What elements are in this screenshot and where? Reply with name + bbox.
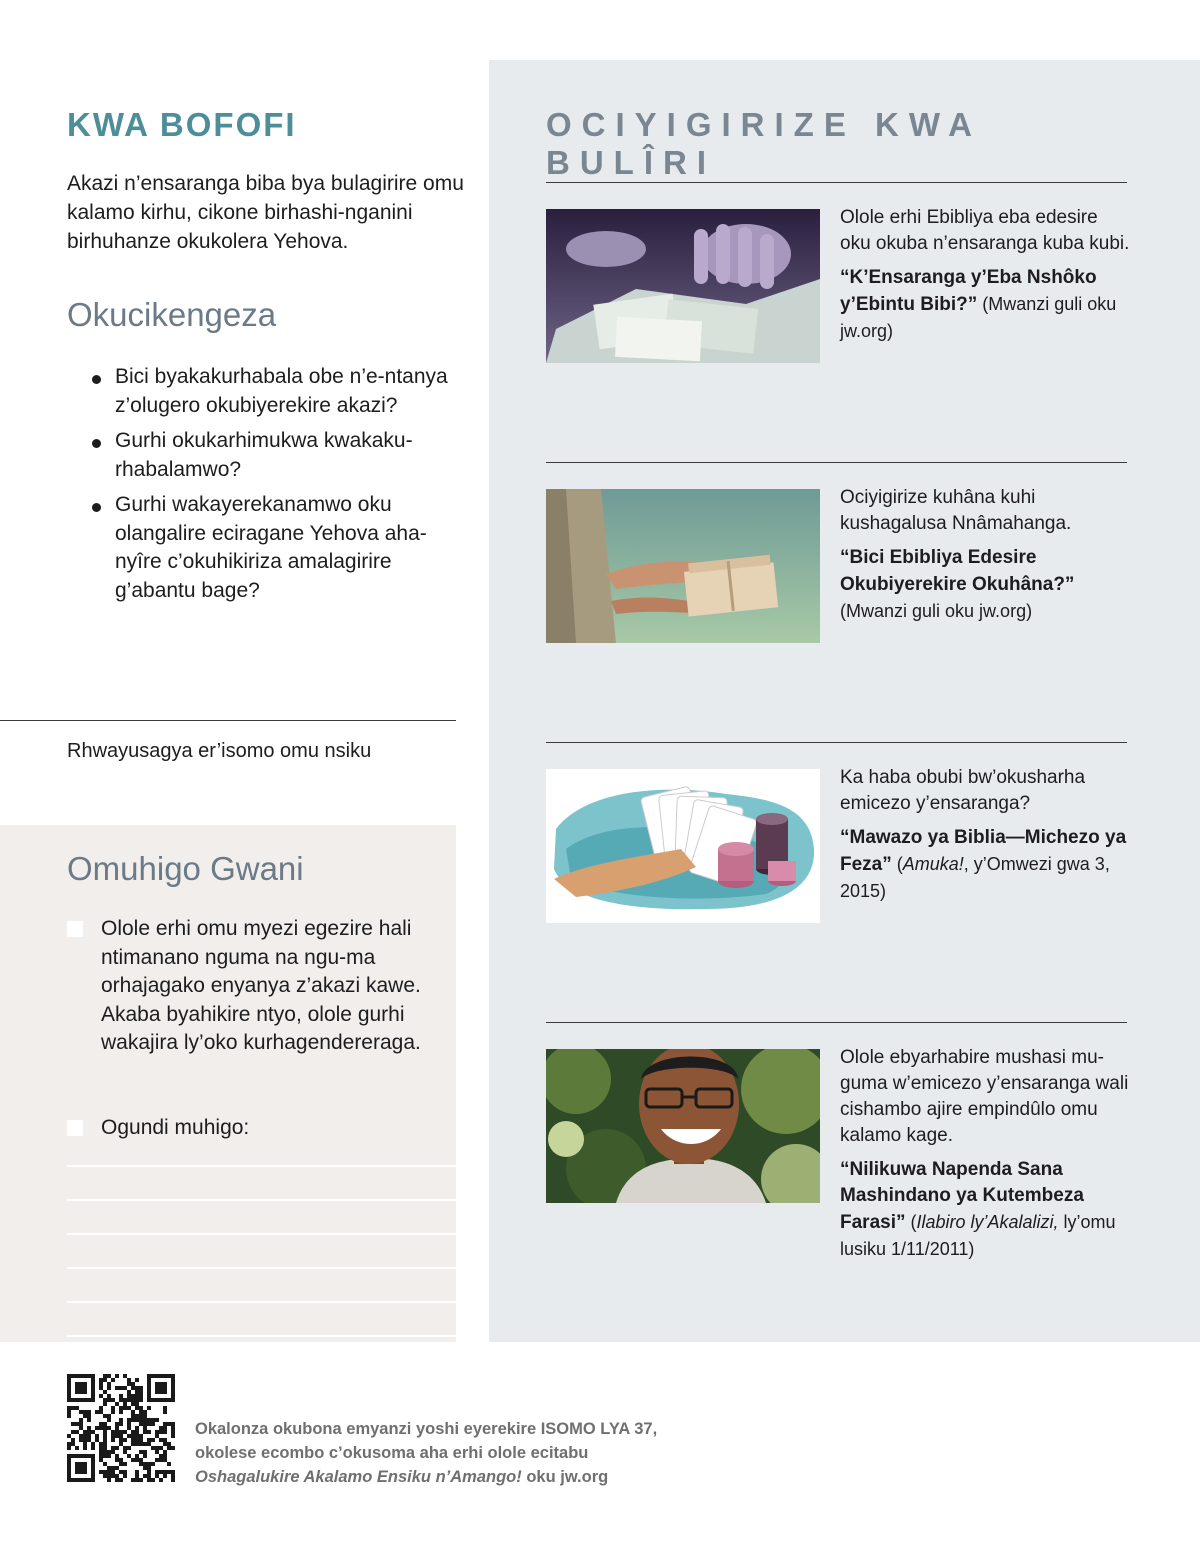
- card-reference[interactable]: “Nilikuwa Napenda Sana Mashindano ya Kutembeza Farasi” (Ilabiro ly’Akalalizi, ly’omu lusiku 1/11/2011): [840, 1159, 1116, 1259]
- write-line[interactable]: [67, 1267, 456, 1269]
- card-description: Ociyigirize kuhâna kuhi kushagalusa Nnâmahanga.: [840, 487, 1072, 534]
- bullet-icon: [92, 375, 101, 384]
- bullet-icon: [92, 503, 101, 512]
- bottom-note: Okalonza okubona emyanzi yoshi eyerekire ISOMO LYA 37, okolese ecombo c’okusoma aha erhi olole ecitabu Oshagalukire Akalamo Ensiku n’Amango! oku jw.org: [195, 1420, 658, 1486]
- divider: [546, 742, 1127, 743]
- reflection-list: [90, 363, 465, 612]
- goal-box: [0, 825, 456, 1342]
- write-line[interactable]: [67, 1199, 456, 1201]
- okucikengeza-heading: Okucikengeza: [67, 296, 277, 333]
- card-reference[interactable]: “Bici Ebibliya Edesire Okubiyerekire Okuhâna?” (Mwanzi guli oku jw.org): [840, 547, 1075, 621]
- gambling-cards-image: [546, 769, 820, 923]
- smiling-man-image: [546, 1049, 820, 1203]
- card-reference[interactable]: “Mawazo ya Biblia—Michezo ya Feza” (Amuka!, y’Omwezi gwa 3, 2015): [840, 827, 1127, 901]
- qr-code-icon[interactable]: [67, 1374, 175, 1482]
- money-hands-image: [546, 209, 820, 363]
- card-description: Ka haba obubi bw’okusharha emicezo y’ensaranga?: [840, 767, 1086, 814]
- divider: [546, 462, 1127, 463]
- goal-checkbox[interactable]: [67, 1120, 83, 1136]
- bullet-icon: [92, 439, 101, 448]
- write-line[interactable]: [67, 1233, 456, 1235]
- book-title: Oshagalukire Akalamo Ensiku n’Amango!: [195, 1468, 522, 1486]
- divider: [0, 720, 456, 721]
- list-item: Gurhi wakayerekanamwo oku olangalire eciragane Yehova aha-nyîre c’okuhikiriza amalagirire g’abantu bage?: [90, 491, 465, 605]
- goal-text: Ogundi muhigo:: [101, 1116, 250, 1139]
- omuhigo-heading: Omuhigo Gwani: [67, 850, 304, 887]
- divider: [546, 1022, 1127, 1023]
- goal-checkbox[interactable]: [67, 921, 83, 937]
- card-reference[interactable]: “K’Ensaranga y’Eba Nshôko y’Ebintu Bibi?” (Mwanzi guli oku jw.org): [840, 267, 1117, 341]
- card-description: Olole erhi Ebibliya eba edesire oku okuba n’ensaranga kuba kubi.: [840, 207, 1130, 254]
- goal-text: Olole erhi omu myezi egezire hali ntimanano nguma na ngu-ma orhajagako enyanya z’akazi kawe. Akaba byahikire ntyo, olole gurhi wakajira ly’oko kurhagendereraga.: [101, 917, 421, 1054]
- goal-item-1: [67, 915, 427, 1058]
- study-card-4: [840, 1045, 1130, 1263]
- card-description: Olole ebyarhabire mushasi mu-guma w’emicezo y’ensaranga wali cishambo ajire empindûlo omu kalamo kage.: [840, 1047, 1129, 1146]
- review-date-label: Rhwayusagya er’isomo omu nsiku: [67, 740, 372, 762]
- summary-text: Akazi n’ensaranga biba bya bulagirire omu kalamo kirhu, cikone birhashi-nganini birhuhanze okukolera Yehova.: [67, 172, 464, 253]
- kwa-bofofi-heading: KWA BOFOFI: [67, 106, 297, 143]
- study-card-1: [840, 205, 1130, 345]
- study-card-3: [840, 765, 1130, 905]
- gift-giving-image: [546, 489, 820, 643]
- write-line[interactable]: [67, 1165, 456, 1167]
- divider: [546, 182, 1127, 183]
- study-card-2: [840, 485, 1130, 625]
- ociyigirize-heading: OCIYIGIRIZE KWA BULÎRI: [546, 106, 981, 181]
- write-line[interactable]: [67, 1301, 456, 1303]
- list-item: Bici byakakurhabala obe n’e-ntanya z’olugero okubiyerekire akazi?: [90, 363, 465, 420]
- list-item: Gurhi okukarhimukwa kwakaku-rhabalamwo?: [90, 427, 465, 484]
- write-line[interactable]: [67, 1335, 456, 1337]
- goal-item-2: [67, 1114, 427, 1143]
